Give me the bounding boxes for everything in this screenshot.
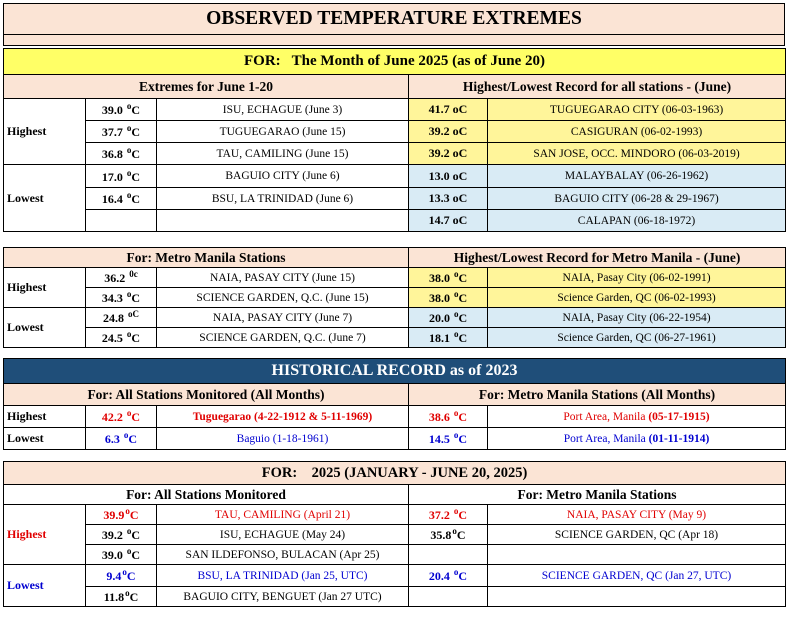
table-row [4, 545, 786, 565]
table-row [4, 505, 786, 525]
metro-low-station-1: NAIA, PASAY CITY (June 7) [157, 308, 409, 328]
table-row [4, 308, 786, 328]
year2025-low-temp-2: 11.8$^o$C [86, 587, 157, 607]
historical-lowest-label: Lowest [4, 428, 86, 450]
historical-high-station: Tuguegarao (4-22-1912 & 5-11-1969) [157, 406, 409, 428]
table-row [4, 525, 786, 545]
june-high-temp-3: 36.8 $^o$C [86, 143, 157, 165]
june-high-station-1: ISU, ECHAGUE (June 3) [157, 99, 409, 121]
metro-high-temp-2: 34.3 $^o$C [86, 288, 157, 308]
year2025-mm-low-temp-1: 20.4 $^o$C [409, 565, 488, 587]
june-rec-high-station-3: SAN JOSE, OCC. MINDORO (06-03-2019) [488, 143, 786, 165]
table-row [4, 188, 786, 210]
metro-low-station-2: SCIENCE GARDEN, Q.C. (June 7) [157, 328, 409, 348]
june-high-temp-2: 37.7 $^o$C [86, 121, 157, 143]
year2025-for-header [4, 462, 786, 485]
june-for-text: The Month of June 2025 (as of June 20) [291, 53, 546, 69]
year2025-mm-high-station-1: NAIA, PASAY CITY (May 9) [488, 505, 786, 525]
historical-mm-low-temp: 14.5 $^o$C [409, 428, 488, 450]
table-row [4, 587, 786, 607]
metro-rec-high-temp-2: 38.0 $^o$C [409, 288, 488, 308]
june-rec-low-temp-3: 14.7 oC [409, 210, 488, 232]
metro-rec-low-temp-2: 18.1 $^o$C [409, 328, 488, 348]
year2025-mm-high-temp-1: 37.2 $^o$C [409, 505, 488, 525]
table-row [4, 165, 786, 188]
year2025-low-temp-1: 9.4$^o$C [86, 565, 157, 587]
june-left-header: Extremes for June 1-20 [4, 75, 409, 99]
metro-rec-low-station-1: NAIA, Pasay City (06-22-1954) [488, 308, 786, 328]
year2025-low-station-2: BAGUIO CITY, BENGUET (Jan 27 UTC) [157, 587, 409, 607]
year2025-high-station-2: ISU, ECHAGUE (May 24) [157, 525, 409, 545]
june-for-header [4, 49, 786, 75]
june-rec-low-station-2: BAGUIO CITY (06-28 & 29-1967) [488, 188, 786, 210]
table-row [4, 288, 786, 308]
year2025-mm-high-station-2: SCIENCE GARDEN, QC (Apr 18) [488, 525, 786, 545]
june-lowest-label: Lowest [4, 165, 86, 232]
metro-highest-label: Highest [4, 268, 86, 308]
june-high-station-3: TAU, CAMILING (June 15) [157, 143, 409, 165]
year2025-high-temp-2: 39.2 $^o$C [86, 525, 157, 545]
table-row [4, 268, 786, 288]
metro-high-temp-1: 36.2 $^{0c}$ [86, 268, 157, 288]
june-section [3, 48, 785, 232]
year2025-high-temp-3: 39.0 $^o$C [86, 545, 157, 565]
june-low-temp-2: 16.4 $^o$C [86, 188, 157, 210]
table-row [4, 428, 786, 450]
metro-rec-high-temp-1: 38.0 $^o$C [409, 268, 488, 288]
historical-right-header: For: Metro Manila Stations (All Months) [409, 384, 786, 406]
historical-low-temp: 6.3 $^o$C [86, 428, 157, 450]
june-low-temp-3 [86, 210, 157, 232]
year2025-high-temp-1: 39.9$^o$C [86, 505, 157, 525]
table-row [4, 210, 786, 232]
june-high-station-2: TUGUEGARAO (June 15) [157, 121, 409, 143]
june-rec-high-station-1: TUGUEGARAO CITY (06-03-1963) [488, 99, 786, 121]
year2025-mm-high-temp-2: 35.8$^o$C [409, 525, 488, 545]
historical-low-station: Baguio (1-18-1961) [157, 428, 409, 450]
metro-rec-high-station-2: Science Garden, QC (06-02-1993) [488, 288, 786, 308]
year2025-mm-high-temp-3 [409, 545, 488, 565]
historical-mm-high-temp: 38.6 $^o$C [409, 406, 488, 428]
table-row [4, 99, 786, 121]
year2025-left-header: For: All Stations Monitored [4, 485, 409, 505]
year2025-mm-low-station-1: SCIENCE GARDEN, QC (Jan 27, UTC) [488, 565, 786, 587]
historical-section [3, 358, 785, 450]
metro-high-station-2: SCIENCE GARDEN, Q.C. (June 15) [157, 288, 409, 308]
june-rec-low-temp-2: 13.3 oC [409, 188, 488, 210]
title-block [3, 3, 785, 46]
year2025-section [3, 461, 785, 607]
year2025-lowest-label: Lowest [4, 565, 86, 607]
metro-low-temp-1: 24.8 $^{oC}$ [86, 308, 157, 328]
june-high-temp-1: 39.0 $^o$C [86, 99, 157, 121]
table-row [4, 143, 786, 165]
year2025-high-station-3: SAN ILDEFONSO, BULACAN (Apr 25) [157, 545, 409, 565]
metro-lowest-label: Lowest [4, 308, 86, 348]
metro-left-header: For: Metro Manila Stations [4, 248, 409, 268]
june-rec-high-station-2: CASIGURAN (06-02-1993) [488, 121, 786, 143]
year2025-mm-high-station-3 [488, 545, 786, 565]
metro-rec-low-temp-1: 20.0 $^o$C [409, 308, 488, 328]
june-rec-high-temp-3: 39.2 oC [409, 143, 488, 165]
june-rec-low-station-1: MALAYBALAY (06-26-1962) [488, 165, 786, 188]
historical-left-header: For: All Stations Monitored (All Months) [4, 384, 409, 406]
table-row [4, 565, 786, 587]
table-row [4, 328, 786, 348]
june-right-header: Highest/Lowest Record for all stations - (June) [409, 75, 786, 99]
june-highest-label: Highest [4, 99, 86, 165]
year2025-mm-low-station-2 [488, 587, 786, 607]
year2025-low-station-1: BSU, LA TRINIDAD (Jan 25, UTC) [157, 565, 409, 587]
metro-rec-high-station-1: NAIA, Pasay City (06-02-1991) [488, 268, 786, 288]
metro-high-station-1: NAIA, PASAY CITY (June 15) [157, 268, 409, 288]
year2025-right-header: For: Metro Manila Stations [409, 485, 786, 505]
year2025-for-text: 2025 (JANUARY - JUNE 20, 2025) [311, 464, 528, 481]
historical-title: HISTORICAL RECORD as of 2023 [4, 359, 786, 384]
page-title: OBSERVED TEMPERATURE EXTREMES [4, 4, 785, 35]
metro-right-header: Highest/Lowest Record for Metro Manila - (June) [409, 248, 786, 268]
june-rec-low-temp-1: 13.0 oC [409, 165, 488, 188]
historical-highest-label: Highest [4, 406, 86, 428]
metro-rec-low-station-2: Science Garden, QC (06-27-1961) [488, 328, 786, 348]
june-for-label: FOR: [244, 53, 281, 69]
year2025-mm-low-temp-2 [409, 587, 488, 607]
june-rec-low-station-3: CALAPAN (06-18-1972) [488, 210, 786, 232]
metro-section [3, 247, 785, 348]
june-low-station-3 [157, 210, 409, 232]
historical-mm-high-station: Port Area, Manila (05-17-1915) [488, 406, 786, 428]
table-row [4, 406, 786, 428]
june-low-station-2: BSU, LA TRINIDAD (June 6) [157, 188, 409, 210]
june-low-temp-1: 17.0 $^o$C [86, 165, 157, 188]
june-low-station-1: BAGUIO CITY (June 6) [157, 165, 409, 188]
metro-low-temp-2: 24.5 $^o$C [86, 328, 157, 348]
spacer-row [4, 35, 785, 46]
june-rec-high-temp-2: 39.2 oC [409, 121, 488, 143]
table-row [4, 121, 786, 143]
historical-high-temp: 42.2 $^o$C [86, 406, 157, 428]
historical-mm-low-station: Port Area, Manila (01-11-1914) [488, 428, 786, 450]
year2025-for-label: FOR: [261, 464, 298, 481]
year2025-high-station-1: TAU, CAMILING (April 21) [157, 505, 409, 525]
year2025-highest-label: Highest [4, 505, 86, 565]
june-rec-high-temp-1: 41.7 oC [409, 99, 488, 121]
